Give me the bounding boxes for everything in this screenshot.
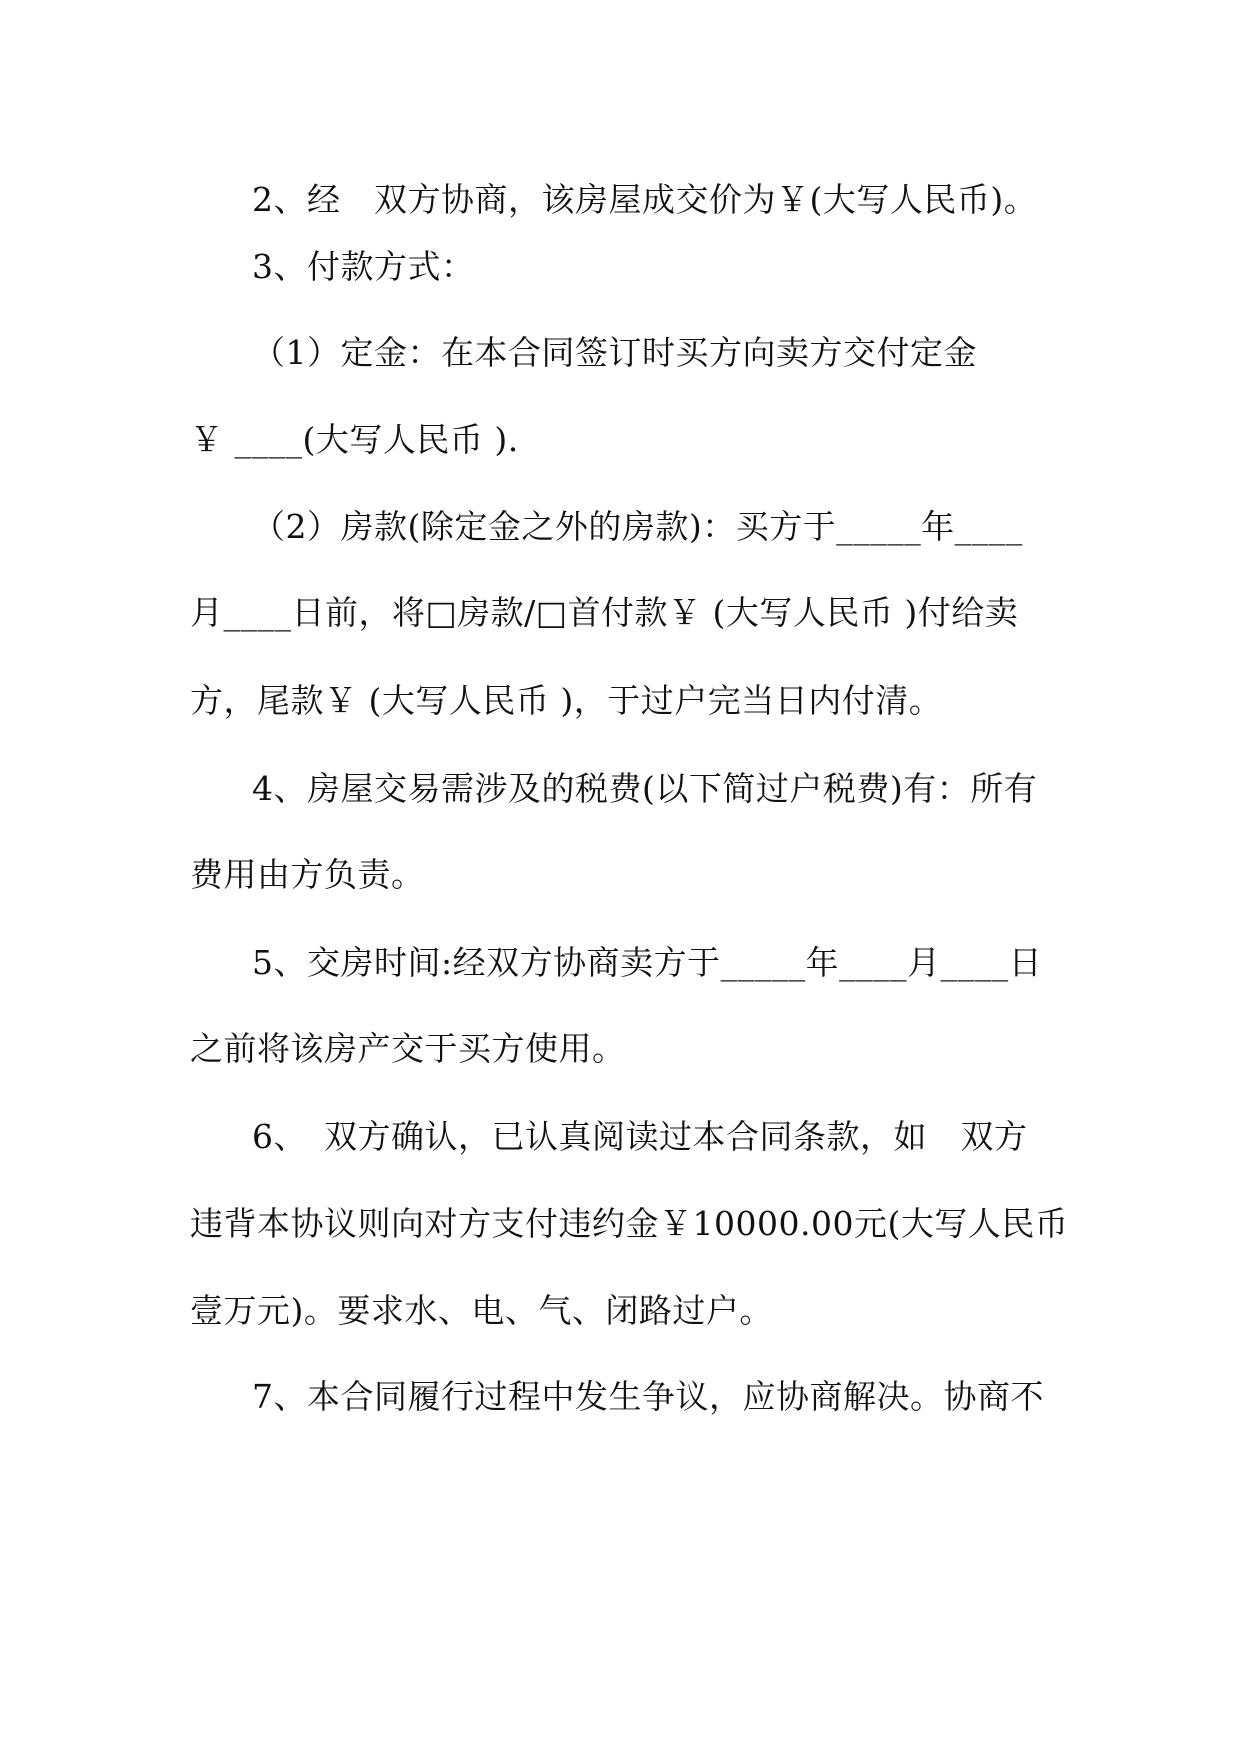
clause-4-taxes-cont: 费用由方负责。: [190, 855, 425, 894]
clause-6-transfers: 壹万元)。要求水、电、气、闭路过户。: [190, 1291, 773, 1330]
clause-3-payment-heading: 3、付款方式：: [252, 247, 475, 286]
clause-5-handover: 5、交房时间:经双方协商卖方于_____年____月____日: [252, 943, 1043, 982]
clause-7-disputes: 7、本合同履行过程中发生争议，应协商解决。协商不: [252, 1377, 1044, 1416]
clause-2-price: 2、经 双方协商，该房屋成交价为￥(大写人民币)。: [252, 180, 1038, 219]
clause-3-2-final-payment: 方，尾款￥ (大写人民币 )，于过户完当日内付清。: [190, 681, 943, 720]
clause-6-penalty: 违背本协议则向对方支付违约金￥10000.00元(大写人民币: [190, 1204, 1069, 1243]
clause-3-2-balance-cont: 月____日前，将□房款/□首付款￥ (大写人民币 )付给卖: [190, 593, 1019, 632]
clause-6-confirmation: 6、 双方确认，已认真阅读过本合同条款，如 双方: [252, 1117, 1028, 1156]
clause-3-1-deposit-amount: ￥ ____(大写人民币 ).: [190, 420, 519, 459]
clause-5-handover-cont: 之前将该房产交于买方使用。: [190, 1029, 626, 1068]
clause-4-taxes: 4、房屋交易需涉及的税费(以下简过户税费)有：所有: [252, 769, 1038, 808]
clause-3-1-deposit: （1）定金：在本合同签订时买方向卖方交付定金: [252, 333, 977, 372]
clause-3-2-balance: （2）房款(除定金之外的房款)：买方于_____年____: [252, 507, 1023, 546]
